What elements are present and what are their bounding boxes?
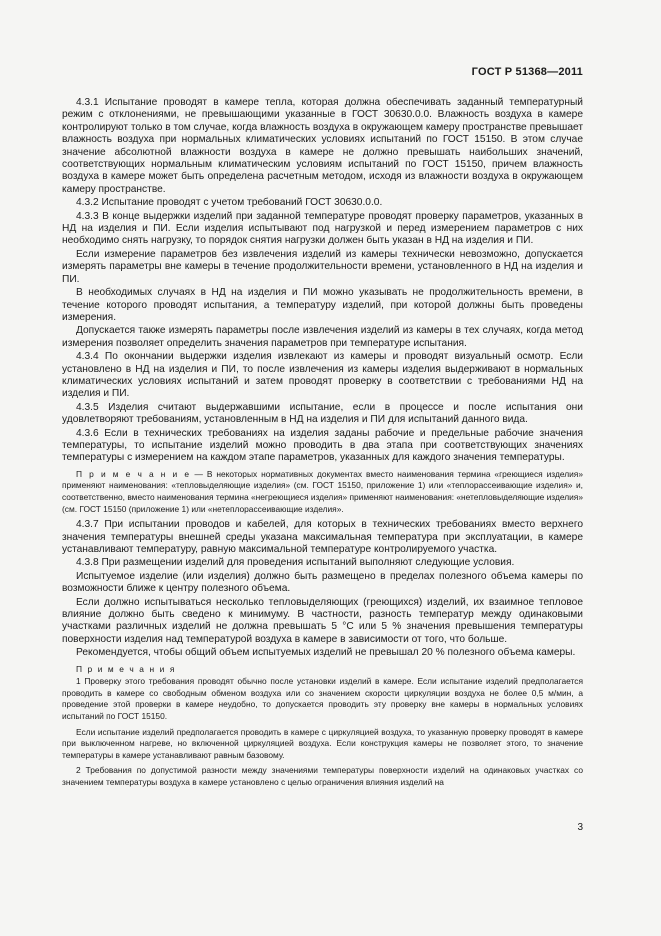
body-paragraph: Допускается также измерять параметры после извлечения изделий из камеры в тех случаях, когда метод измерения позволяет определить значения параметров при температуре испытания. [62, 325, 583, 349]
note-item: Если испытание изделий предполагается проводить в камере с циркуляцией воздуха, то указанную проверку проводят в камере при выключенном нагреве, но включенной циркуляцией воздуха. Если конструкция камеры не позволяет этого, то значение температуры в камере устанавливают равным базовому. [62, 726, 583, 760]
body-paragraph: Если измерение параметров без извлечения изделий из камеры технически невозможно, допускается измерять параметры вне камеры в течение продолжительности времени, установленного в НД на изделия и ПИ. [62, 248, 583, 285]
clause-4-3-6: 4.3.6 Если в технических требованиях на изделия заданы рабочие и предельные рабочие значения температуры, то испытание изделий можно проводить в два этапа при соответствующих значениях температуры с измерением на каждом этапе параметров, указанных для каждого значения температуры. [62, 427, 583, 464]
body-paragraph: В необходимых случаях в НД на изделия и ПИ можно указывать не продолжительность времени, в течение которого проводят испытания, а температуру изделий, при которой должны быть проведены измерения. [62, 287, 583, 323]
clause-4-3-5: 4.3.5 Изделия считают выдержавшими испытание, если в процессе и после испытания они удовлетворяют требованиям, установленным в НД на изделия и ПИ для испытаний данного вида. [62, 401, 583, 426]
page-number: 3 [577, 822, 583, 833]
document-header: ГОСТ Р 51368—2011 [471, 66, 583, 78]
note-label: П р и м е ч а н и е [76, 468, 191, 479]
note-item: 1 Проверку этого требования проводят обычно после установки изделий в камере. Если испытание изделий предполагается проводить в камере со свободным обменом воздуха или со значением скорости циркуляции воздуха не более 0,5 м/мин, а проведение этой проверки в камере неудобно, то допускается проводить эту проверку вне камеры в нормальных условиях испытаний по ГОСТ 15150. [62, 676, 583, 721]
note-terminology [62, 469, 583, 515]
page-body [62, 97, 583, 793]
clause-4-3-1: 4.3.1 Испытание проводят в камере тепла, которая должна обеспечивать заданный температурный режим с отклонениями, не превышающими указанные в ГОСТ 30630.0.0. Влажность воздуха в камере контролируют только в том случае, когда влажность воздуха в окружающем камеру пространстве превышает влажность воздуха при нормальных климатических условиях испытаний по ГОСТ 15150. В этом случае значение абсолютной влажности воздуха в камере не должно превышать наибольших значений, соответствующих нормальным климатическим условиям испытаний по ГОСТ 15150, причем влажность воздуха в камере может быть определена расчетным методом, исходя из влажности воздуха в окружающем камеру пространстве. [62, 97, 583, 195]
note-text: — В некоторых нормативных документах вместо наименования термина «греющиеся изделия» применяют наименования: «тепловыделяющие изделия» (см. ГОСТ 15150, приложение 1) или «теплорассеивающие изделия» и, соответственно, вместо наименования термина «негреющиеся изделия» применяют наименования: «нетепловыделяющие изделия» (см. ГОСТ 15150 (приложение 1) или «нетеплорассеивающие изделия». [62, 468, 583, 514]
clause-4-3-8: 4.3.8 При размещении изделий для проведения испытаний выполняют следующие условия. [76, 557, 515, 569]
note-item: 2 Требования по допустимой разности между значениями температуры поверхности изделий на одинаковых участках со значением температуры воздуха в камере установлено с целью ограничения влияния изделий на [62, 765, 583, 787]
body-paragraph: Рекомендуется, чтобы общий объем испытуемых изделий не превышал 20 % полезного объема камеры. [76, 647, 576, 659]
body-paragraph: Испытуемое изделие (или изделия) должно быть размещено в пределах полезного объема камеры по возможности ближе к центру полезного объема. [62, 570, 583, 595]
clause-4-3-2: 4.3.2 Испытание проводят с учетом требований ГОСТ 30630.0.0. [76, 197, 383, 209]
clause-4-3-3: 4.3.3 В конце выдержки изделий при заданной температуре проводят проверку параметров, указанных в НД на изделия и ПИ. Если изделия испытывают под нагрузкой и перед измерением параметров с них необходимо снять нагрузку, то порядок снятия нагрузки должен быть указан в НД на изделия и ПИ. [62, 210, 583, 247]
notes-heading: П р и м е ч а н и я [76, 663, 176, 674]
clause-4-3-4: 4.3.4 По окончании выдержки изделия извлекают из камеры и проводят визуальный осмотр. Если установлено в НД на изделия и ПИ, то после извлечения из камеры изделия выдерживают в нормальных климатических условиях испытаний и затем проводят проверку в соответствии с требованиями НД на изделия и ПИ. [62, 351, 583, 400]
body-paragraph: Если должно испытываться несколько тепловыделяющих (греющихся) изделий, их взаимное тепловое влияние должно быть сведено к минимуму. В частности, разность температур между одинаковыми участками различных изделий не должна превышать 5 °С или 5 % значения превышения температуры поверхности изделия над температурой воздуха в камере в зависимости от того, что больше. [62, 596, 583, 645]
clause-4-3-7: 4.3.7 При испытании проводов и кабелей, для которых в технических требованиях вместо верхнего значения температуры внешней среды указана максимальная температура при эксплуатации, в камере устанавливают температуру, равную максимальной температуре контролируемого участка. [62, 519, 583, 555]
